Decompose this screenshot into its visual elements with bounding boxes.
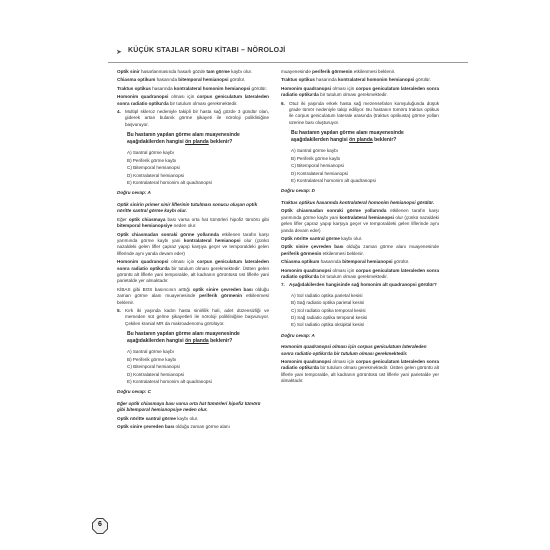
option-c: C) Bitemporal hemianopsi bbox=[127, 165, 180, 171]
page-number-badge bbox=[92, 518, 108, 534]
question-4 bbox=[117, 109, 269, 128]
explanation-heading: Eğer optik chiasmaya bası varsa orta hat tümörleri hipofiz tümörü gibi bitemporal hemianopsiye neden olur. bbox=[117, 400, 261, 413]
paragraph: Homonim quadranopsi olması için corpus geniculatum lateraleden sonra radiatio optika'da bir tutulum olması gerekmektedir. Üstten gelen görüntü alt liflerle yani temporalde, alt kadranın görüntüsü üst liflerle yani parietalde yer almaktadır. bbox=[281, 359, 439, 384]
question-text: Multipl skleroz nedeniyle takipli bir hasta sağ gözde 3 gündür olan, giderek artan bulanık görme şikayeti ile nöroloji polikliniğine başvuruyor. bbox=[125, 109, 269, 127]
option-b: B) Sağ radiatio optika parietal kesisi bbox=[291, 300, 365, 306]
answer-options bbox=[291, 147, 439, 184]
paragraph: Optik chiasmadan sonraki görme yollarında etkilenen tarafın karşı yarımında görme kaybı yani kontralateral hemianopsi olur (çünkü nazaldeki gelen lifler çapraz yapıp karşıya geçer ve temporaldeki gelen liflerinde aynı yanda devam eder) bbox=[281, 208, 439, 233]
answer-options bbox=[127, 149, 269, 186]
question-stem: Bu hastanın yapılan görme alanı muayenesinde aşağıdakilerden hangisi ön planda beklenir? bbox=[291, 130, 404, 143]
question-number: 6. bbox=[281, 100, 285, 106]
option-a: A) Santral görme kaybı bbox=[127, 349, 174, 355]
option-a: A) Santral görme kaybı bbox=[291, 148, 338, 154]
question-7 bbox=[281, 282, 439, 288]
option-a: A) Sol radiatio optika parietal kesisi bbox=[291, 292, 363, 298]
answer-options bbox=[127, 348, 269, 385]
paragraph: KİBAS gibi BOS basıncının arttığı optik sinire çevreden bası olduğu zaman görme alanı muayenesinde periferik görmenin etkilenmesi beklenir. bbox=[117, 286, 269, 305]
question-number: 7. bbox=[281, 282, 285, 288]
option-b: B) Periferik görme kaybı bbox=[127, 356, 177, 362]
paragraph: Optik nöritte santral görme kaybı olur. bbox=[281, 235, 363, 241]
explanation-heading: Traktus optikus hasarında kontralateral homonim hemianopsi görülür. bbox=[281, 199, 435, 205]
correct-answer: Doğru cevap: A bbox=[117, 190, 151, 196]
option-b: B) Periferik görme kaybı bbox=[291, 155, 341, 161]
correct-answer: Doğru cevap: A bbox=[281, 332, 315, 338]
option-d: D) Sağ radiatio optika temporal kesisi bbox=[291, 314, 368, 320]
page-number: 6 bbox=[98, 521, 102, 528]
question-stem: Aşağıdakilerden hangisinde sağ homonim alt quadranopsi görülür? bbox=[289, 282, 437, 288]
paragraph: Homonim quadranopsi olması için corpus geniculatum lateraleden sonra radiatio optika'da bir tutulum olması gerekmektedir. bbox=[117, 94, 269, 106]
question-text: Otuz iki yaşında erkek hasta sağ mezensefalon komşuluğunda düşük grade tümör nedeniyle takip ediliyor. Bu hastanın tümörü traktus optikus ile corpus geniculatum laterale arasında (traktus optikusta) görme yolları üzerine bası oluşturuyor. bbox=[289, 100, 439, 125]
option-e: E) Kontralateral homonim alt quadranopsi bbox=[291, 178, 376, 184]
option-e: E) Kontralateral homonim alt quadranopsi bbox=[127, 379, 212, 384]
header-title: KÜÇÜK STAJLAR SORU KİTABI – NÖROLOJİ bbox=[128, 47, 286, 54]
paragraph: Eğer optik chiasmaya bası varsa orta hat tümörleri hipofiz tümörü gibi bitemporal hemianopsiye neden olur. bbox=[117, 216, 270, 229]
paragraph: Traktus optikus hasarında kontralateral homonim hemianopsi görülür. bbox=[117, 85, 267, 91]
correct-answer: Doğru cevap: D bbox=[281, 188, 315, 194]
explanation-heading: Homonim quadranopsi olması için corpus geniculatum lateraleden sonra radiatio optika'da bir tutulum olması gerekmektedir. bbox=[281, 344, 427, 356]
option-e: E) Sol radiatio optika oksipital kesisi bbox=[291, 322, 365, 328]
paragraph: Optik sinire çevreden bası olduğu zaman görme alanı muayenesinde periferik görmenin etkilenmesi beklenir. bbox=[281, 244, 439, 256]
paragraph: Chiasma optikum hasarında bitemporal hemianopsi görülür. bbox=[117, 77, 246, 83]
arrow-icon: ➤ bbox=[116, 49, 122, 56]
option-e: E) Kontralateral homonim alt quadranopsi bbox=[127, 180, 212, 186]
paragraph: Traktus optikus hasarında kontralateral homonim hemianopsi görülür. bbox=[281, 77, 431, 83]
option-d: D) Kontralateral hemianopsi bbox=[291, 170, 348, 176]
explanation-heading: Optik sinirin primer sinir liflerinin tutulması sonucu oluşan optik nöritte santral görme kaybı olur. bbox=[117, 201, 258, 214]
paragraph: Chiasma optikum hasarında bitemporal hemianopsi görülür. bbox=[281, 259, 410, 265]
question-number: 5. bbox=[117, 307, 121, 313]
paragraph: Optik sinir hasarlanmasında hasarlı gözde tam görme kaybı olur. bbox=[117, 69, 253, 74]
paragraph: Optik nöritte santral görme kaybı olur. bbox=[117, 415, 199, 421]
page-header bbox=[108, 46, 468, 63]
paragraph: muayenesinde periferik görmenin etkilenmesi beklenir. bbox=[281, 69, 396, 74]
option-d: D) Kontralateral hemianopsi bbox=[127, 371, 184, 377]
paragraph: Optik sinire çevreden bası olduğu zaman görme alanı bbox=[117, 424, 230, 430]
answer-options bbox=[291, 292, 439, 329]
option-b: B) Periferik görme kaybı bbox=[127, 157, 177, 163]
left-column bbox=[117, 69, 269, 432]
paragraph: Homonim quadranopsi olması için corpus geniculatum lateraleden sonra radiatio optika'da bir tutulum olması gerekmektedir. bbox=[281, 267, 439, 279]
option-a: A) Santral görme kaybı bbox=[127, 150, 174, 156]
question-number: 4. bbox=[117, 109, 121, 115]
correct-answer: Doğru cevap: C bbox=[117, 389, 151, 395]
paragraph: Homonim quadranopsi olması için corpus geniculatum lateraleden sonra radiatio optika'da bir tutulum olması gerekmektedir. Üstten gelen görüntü alt liflerle yani temporalde, alt kadranın görüntüsü üst liflerle yani parietalde yer almaktadır. bbox=[117, 259, 269, 284]
paragraph: Optik chiasmadan sonraki görme yollarında etkilenen tarafın karşı yarımında görme kaybı yani kontralateral hemianopsi olur (çünkü nazaldeki gelen lifler çapraz yapıp karşıya geçer ve temporaldeki gelen liflerinde aynı yanda devam eder) bbox=[117, 231, 269, 256]
question-6 bbox=[281, 101, 439, 127]
question-5 bbox=[117, 308, 269, 327]
option-c: C) Bitemporal hemianopsi bbox=[127, 364, 180, 370]
paragraph: Homonim quadranopsi olması için corpus geniculatum lateraleden sonra radiatio optika'da bir tutulum olması gerekmektedir. bbox=[281, 85, 439, 98]
option-c: C) Sol radiatio optika temporal kesisi bbox=[291, 307, 366, 313]
right-column bbox=[281, 69, 439, 387]
question-stem: Bu hastanın yapılan görme alanı muayenesinde aşağıdakilerden hangisi ön planda beklenir? bbox=[127, 132, 240, 145]
question-text: Kırk iki yaşında kadın hasta sinirlilik hali, adet düzensizliği ve memeden süt gelme şikayetleri ile nöroloji polikliniğine başvuruyor. Çekilen kranial MR da makroadenomu görülüyor. bbox=[125, 307, 269, 326]
question-stem: Bu hastanın yapılan görme alanı muayenesinde aşağıdakilerden hangisi ön planda beklenir? bbox=[127, 331, 240, 344]
option-d: D) Kontralateral hemianopsi bbox=[127, 172, 184, 178]
option-c: C) Bitemporal hemianopsi bbox=[291, 163, 344, 169]
